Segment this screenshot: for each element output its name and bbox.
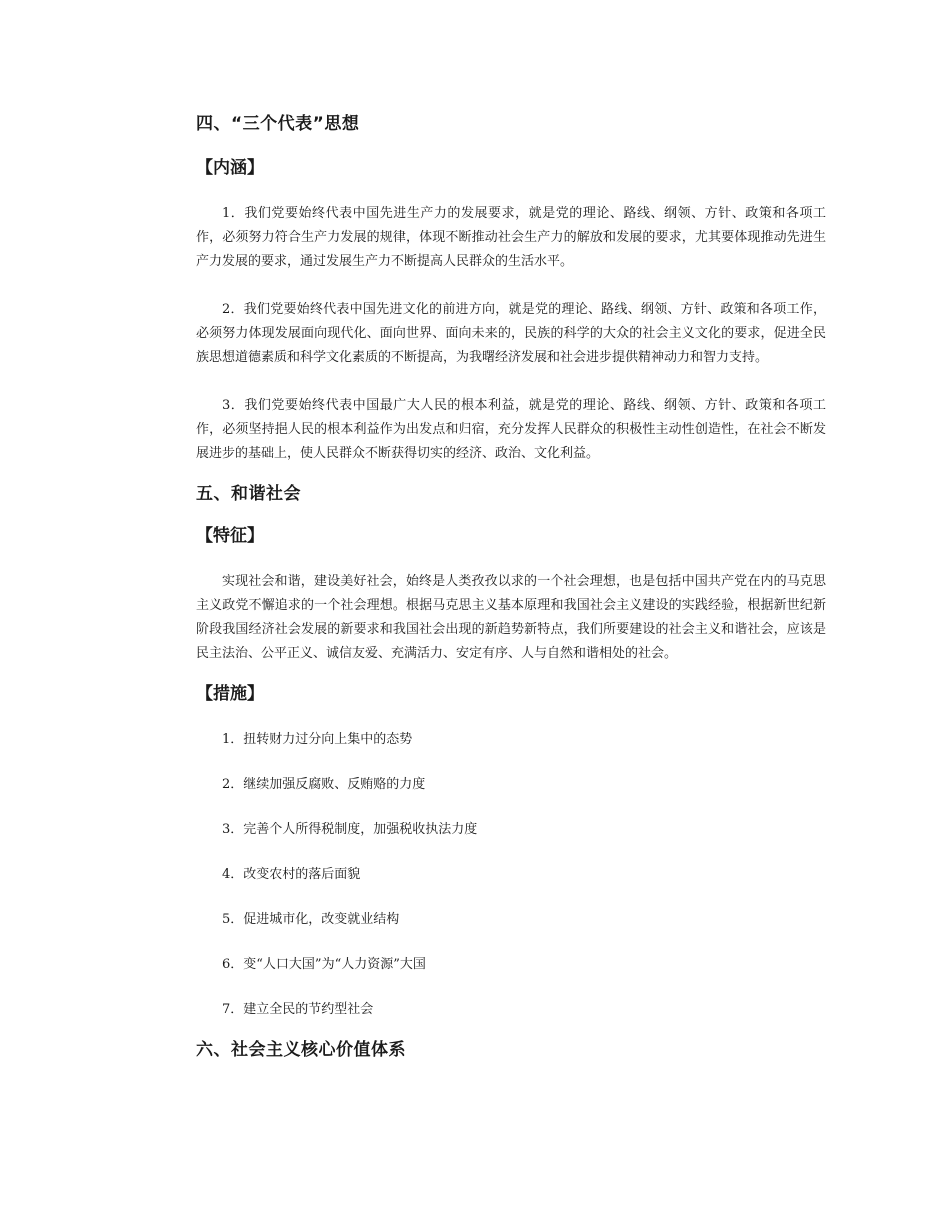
cuoshi-item: 2．继续加强反腐败、反贿赂的力度 [222,777,426,792]
cuoshi-item: 6．变“人口大国”为“人力资源”大国 [222,957,426,972]
section-five-heading: 五、和谐社会 [196,484,301,504]
cuoshi-item: 7．建立全民的节约型社会 [222,1002,374,1017]
section-six-heading: 六、社会主义核心价值体系 [196,1040,406,1060]
document-page [196,110,826,1064]
neihan-paragraph-1: 1．我们党要始终代表中国先进生产力的发展要求，就是党的理论、路线、纲领、方针、政策和各项工作，必须努力符合生产力发展的规律，体现不断推动社会生产力的解放和发展的要求，尤其要体现推动先进生产力发展的要求，通过发展生产力不断提高人民群众的生活水平。 [196,206,826,269]
cuoshi-item: 4．改变农村的落后面貌 [222,867,361,882]
cuoshi-label: 【措施】 [196,684,264,704]
cuoshi-item: 5．促进城市化，改变就业结构 [222,912,400,927]
section-four-heading: 四、“三个代表”思想 [196,114,360,134]
tezheng-label: 【特征】 [196,526,264,546]
neihan-paragraph-3: 3．我们党要始终代表中国最广大人民的根本利益，就是党的理论、路线、纲领、方针、政策和各项工作，必须坚持挹人民的根本利益作为出发点和归宿，充分发挥人民群众的积极性主动性创造性，在社会不断发展进步的基础上，使人民群众不断获得切实的经济、政治、文化利益。 [196,398,826,461]
neihan-paragraph-2: 2．我们党要始终代表中国先进文化的前进方向，就是党的理论、路线、纲领、方针、政策和各项工作，必须努力体现发展面向现代化、面向世界、面向未来的，民族的科学的大众的社会主义文化的要求，促进全民族思想道德素质和科学文化素质的不断提高，为我曙经济发展和社会进步提供精神动力和智力支持。 [196,302,826,365]
neihan-label: 【内涵】 [196,158,264,178]
tezheng-paragraph: 实现社会和谐，建设美好社会，始终是人类孜孜以求的一个社会理想，也是包括中国共产党在内的马克思主义政党不懈追求的一个社会理想。根据马克思主义基本原理和我国社会主义建设的实践经验，根据新世纪新阶段我国经济社会发展的新要求和我国社会出现的新趋势新特点，我们所要建设的社会主义和谐社会，应该是民主法治、公平正义、诚信友爱、充满活力、安定有序、人与自然和谐相处的社会。 [196,574,826,661]
cuoshi-item: 1．扭转财力过分向上集中的态势 [222,732,413,747]
cuoshi-item: 3．完善个人所得税制度，加强税收执法力度 [222,822,478,837]
